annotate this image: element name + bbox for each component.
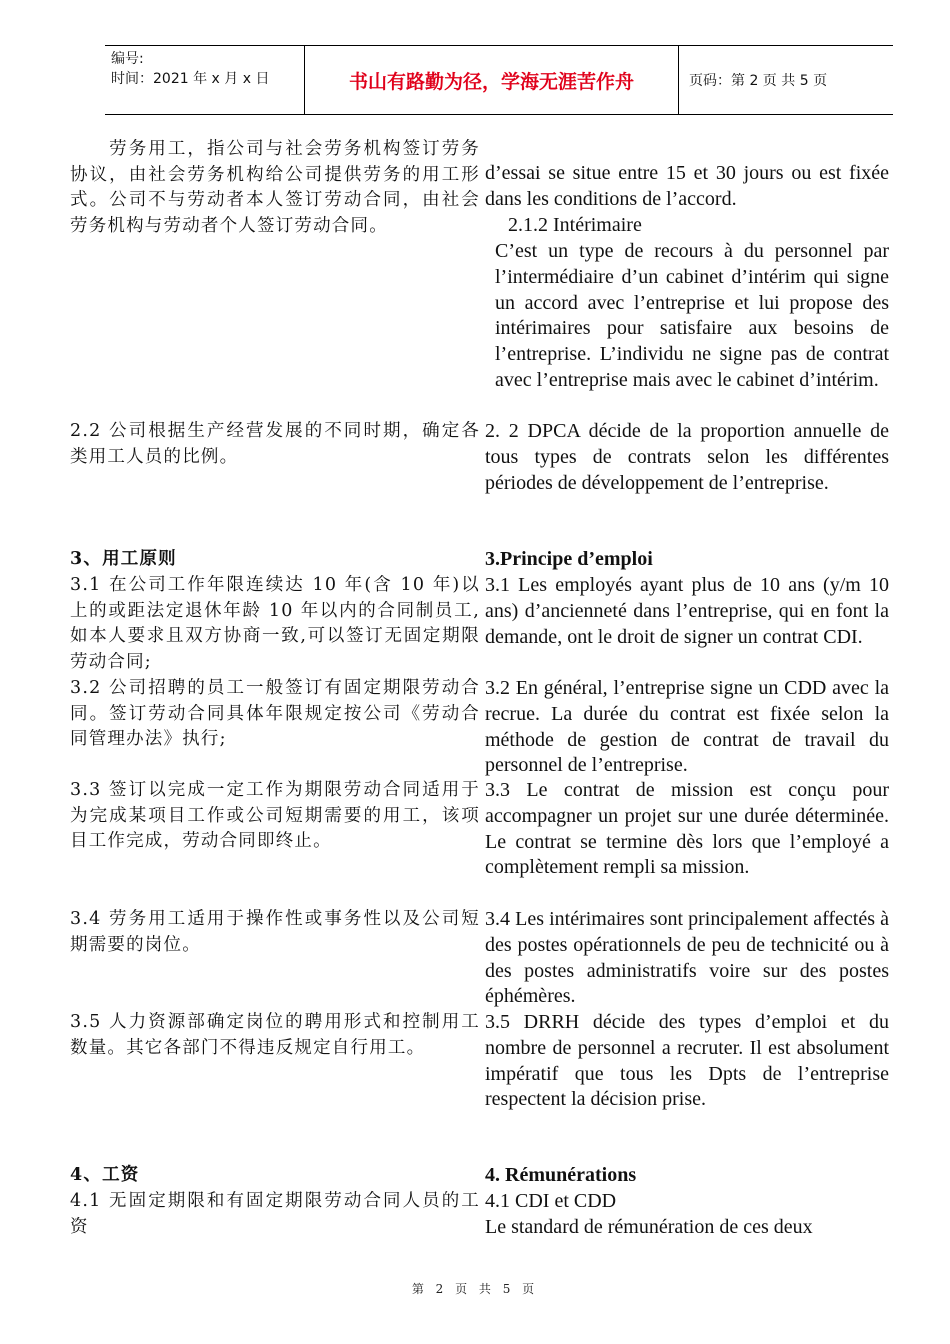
cn-heading-3: 3、用工原则: [70, 549, 177, 569]
fr-heading-2-1-2: 2.1.2 Intérimaire: [508, 214, 642, 236]
cn-paragraph-3-4: 3.4 劳务用工适用于操作性或事务性以及公司短期需要的岗位。: [70, 909, 480, 955]
fr-paragraph-4-1-title: 4.1 CDI et CDD: [485, 1190, 617, 1212]
fr-essai-paragraph: d’essai se situe entre 15 et 30 jours ou est fixée dans les conditions de l’accord.: [485, 162, 889, 210]
header-time: 时间：2021 年 x 月 x 日: [111, 71, 270, 87]
header-page: 页码：第 2 页 共 5 页: [689, 73, 828, 89]
fr-heading-3: 3.Principe d’emploi: [485, 548, 653, 570]
fr-paragraph-3-4: 3.4 Les intérimaires sont principalement affectés à des postes opérationnels de peu de technicité ou à des postes administratifs voire sur des postes éphémères.: [485, 908, 889, 1008]
fr-paragraph-3-1: 3.1 Les employés ayant plus de 10 ans (y/m 10 ans) d’ancienneté dans l’entreprise, qui en font la demande, ont le droit de signer un contrat CDI.: [485, 574, 889, 648]
cn-paragraph-2-2: 2.2 公司根据生产经营发展的不同时期，确定各类用工人员的比例。: [70, 421, 480, 467]
fr-paragraph-2-1-2: C’est un type de recours à du personnel par l’intermédiaire d’un cabinet d’intérim qui signe un accord avec l’entreprise et lui propose des intérimaires pour satisfaire aux besoins de l’entreprise. L’individu ne signe pas de contrat avec l’entreprise mais avec le cabinet d’intérim.: [495, 240, 889, 391]
header-motto: 书山有路勤为径，学海无涯苦作舟: [304, 46, 679, 114]
cn-heading-4: 4、工资: [70, 1165, 140, 1185]
cn-paragraph-3-5: 3.5 人力资源部确定岗位的聘用形式和控制用工数量。其它各部门不得违反规定自行用工。: [70, 1012, 480, 1058]
header-meta: [105, 46, 304, 114]
cn-paragraph-4-1: 4.1 无固定期限和有固定期限劳动合同人员的工资: [70, 1191, 480, 1237]
cn-paragraph-3-3: 3.3 签订以完成一定工作为期限劳动合同适用于为完成某项目工作或公司短期需要的用工，该项目工作完成，劳动合同即终止。: [70, 780, 480, 852]
fr-paragraph-3-2: 3.2 En général, l’entreprise signe un CDD avec la recrue. La durée du contrat est fixée selon la méthode de gestion de contrat de travail du personnel de l’entreprise.: [485, 677, 889, 777]
fr-paragraph-3-5: 3.5 DRRH décide des types d’emploi et du nombre de personnel a recruter. Il est absolument impératif que tous les Dpts de l’entreprise respectent la décision prise.: [485, 1011, 889, 1111]
fr-paragraph-4-1-text: Le standard de rémunération de ces deux: [485, 1216, 813, 1238]
cn-paragraph-3-2: 3.2 公司招聘的员工一般签订有固定期限劳动合同。签订劳动合同具体年限规定按公司《劳动合同管理办法》执行;: [70, 678, 480, 750]
fr-heading-4: 4. Rémunérations: [485, 1164, 637, 1186]
cn-paragraph-3-1: 3.1 在公司工作年限连续达 10 年(含 10 年)以上的或距法定退休年龄 10 年以内的合同制员工,如本人要求且双方协商一致,可以签订无固定期限劳动合同;: [70, 575, 480, 673]
cn-labor-paragraph: 劳务用工，指公司与社会劳务机构签订劳务协议，由社会劳务机构给公司提供劳务的用工形式。公司不与劳动者本人签订劳动合同，由社会劳务机构与劳动者个人签订劳动合同。: [70, 139, 480, 237]
fr-paragraph-2-2: 2. 2 DPCA décide de la proportion annuelle de tous types de contrats selon les différentes périodes de développement de l’entreprise.: [485, 420, 889, 494]
page-footer: 第 2 页 共 5 页: [411, 1282, 539, 1296]
header-number: 编号:: [111, 51, 144, 67]
fr-paragraph-3-3: 3.3 Le contrat de mission est conçu pour accompagner un projet sur une durée déterminée. Le contrat se termine dès lors que l’employé a complètement rempli sa mission.: [485, 779, 889, 879]
page-header: [105, 45, 893, 115]
